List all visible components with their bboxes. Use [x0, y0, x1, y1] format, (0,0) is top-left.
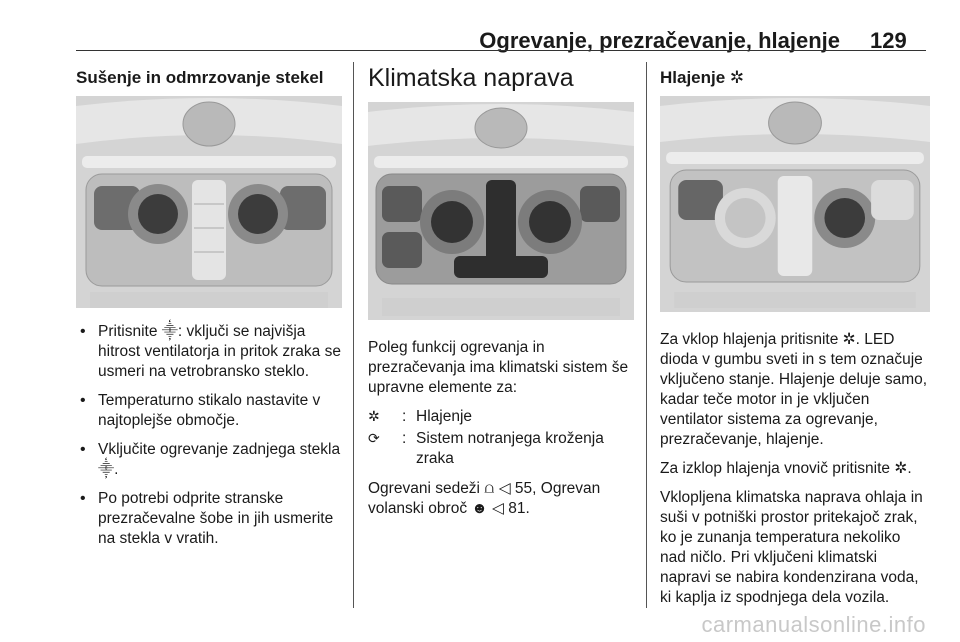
column-divider: [353, 62, 354, 608]
watermark-text: carmanualsonline.info: [701, 612, 926, 637]
paragraph: Za izklop hlajenja vnovič pritisnite ✲.: [660, 460, 912, 477]
bullet-item: • Temperaturno stikalo nastavite v najtoplejše območje.: [76, 391, 342, 431]
column-air-conditioning: [368, 62, 634, 528]
section-heading: Klimatska naprava: [368, 64, 574, 92]
legend-text: Sistem notranjega kroženja zraka: [416, 430, 604, 467]
column-defrost: [76, 62, 342, 558]
column-divider: [646, 62, 647, 608]
legend-separator: :: [402, 408, 407, 425]
cross-reference-paragraph: Ogrevani sedeži ⩍ ◁ 55, Ogrevan volanski obroč ☻ ◁ 81.: [368, 480, 601, 517]
bullet-item: • Po potrebi odprite stranske prezračevalne šobe in jih usmerite na stekla v vratih.: [76, 489, 342, 549]
intro-paragraph: Poleg funkcij ogrevanja in prezračevanja ima klimatski sistem še upravne elemente za:: [368, 339, 629, 396]
control-panel-photo: [660, 96, 930, 312]
symbol-legend: [368, 407, 634, 469]
page-header-title: Ogrevanje, prezračevanje, hlajenje: [479, 28, 840, 53]
page-number: 129: [870, 28, 907, 53]
section-heading: Hlajenje ✲: [660, 68, 745, 87]
paragraph: Za vklop hlajenja pritisnite ✲. LED dioda v gumbu sveti in s tem označuje vključeno stanje. Hlajenje deluje samo, kadar teče motor in je vključen ventilator sistema za ogrevanje, prezračevanje, hlajenje.: [660, 331, 928, 448]
bullet-item: • Vključite ogrevanje zadnjega stekla ⸎.: [76, 440, 342, 480]
bullet-item: • Pritisnite ⸎: vključi se najvišja hitrost ventilatorja in pritok zraka se usmeri na vetrobransko steklo.: [76, 322, 342, 382]
legend-separator: :: [402, 430, 407, 447]
paragraph: Vklopljena klimatska naprava ohlaja in suši v potniški prostor pritekajoč zrak, ko je zunanja temperatura nekoliko nad ničlo. Pri vključeni klimatski napravi se nabira kondenzirana voda, ki kaplja iz spodnjega dela vozila.: [660, 489, 923, 606]
control-panel-photo: [76, 96, 342, 308]
recirculation-icon: ⟳: [368, 431, 380, 447]
header-rule: [76, 50, 926, 51]
column-cooling: [660, 62, 930, 617]
legend-text: Hlajenje: [416, 408, 473, 425]
control-panel-photo: [368, 102, 634, 320]
snowflake-icon: ✲: [368, 409, 380, 425]
section-heading: Sušenje in odmrzovanje stekel: [76, 68, 324, 87]
